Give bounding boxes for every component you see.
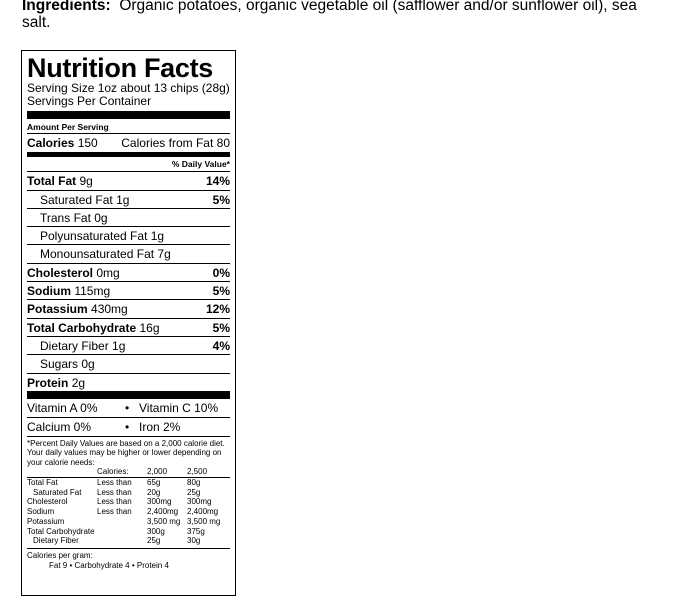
nutrient-amount: 1g <box>112 338 126 353</box>
reference-qualifier: Less than <box>97 478 132 488</box>
reference-qualifier <box>97 517 147 527</box>
reference-c2: 25g <box>187 487 201 497</box>
nutrient-amount: 1g <box>150 229 165 244</box>
calories-fat-label: Calories from Fat <box>121 136 214 150</box>
calories-row <box>27 133 230 151</box>
nutrient-percent: 5% <box>212 320 230 335</box>
nutrient-name: Total Fat <box>27 174 77 189</box>
reference-header-row <box>27 467 230 477</box>
ingredients-list: Organic potatoes, organic vegetable oil (safflower and/or sunflower oil), sea salt. <box>22 0 637 31</box>
nutrient-percent: 12% <box>205 302 230 317</box>
nutrient-name: Saturated Fat <box>40 192 113 207</box>
medium-divider <box>27 152 230 157</box>
nutrient-row-monounsaturated-fat <box>27 244 230 262</box>
nutrient-amount: 0g <box>94 210 108 225</box>
nutrient-row-potassium <box>27 299 230 317</box>
table-row <box>27 478 230 488</box>
nutrient-amount: 2g <box>71 375 86 390</box>
calories-per-gram <box>27 548 230 571</box>
nutrient-percent: 4% <box>212 338 230 353</box>
thick-divider <box>27 111 230 119</box>
reference-name: Dietary Fiber <box>33 536 79 546</box>
reference-qualifier: Less than <box>97 487 132 497</box>
nutrient-row-sugars <box>27 354 230 372</box>
daily-value-footnote: *Percent Daily Values are based on a 2,000 calorie diet. Your daily values may be higher or lower depending on your calorie needs: <box>27 436 230 468</box>
nutrient-name: Cholesterol <box>27 265 94 280</box>
servings-per-container: Servings Per Container <box>27 94 152 108</box>
nutrient-name: Protein <box>27 375 69 390</box>
reference-c1: 2,400mg <box>147 507 179 517</box>
nutrition-facts-panel <box>21 50 236 596</box>
nutrient-name: Potassium <box>27 302 88 317</box>
nutrient-percent: 0% <box>212 265 230 280</box>
reference-name: Sodium <box>27 507 55 517</box>
table-row <box>27 517 230 527</box>
reference-c1: 300mg <box>147 497 172 507</box>
nutrient-amount: 1g <box>116 192 130 207</box>
reference-c1: 25g <box>147 536 161 546</box>
reference-qualifier: Less than <box>97 507 132 517</box>
nutrient-amount: 430mg <box>91 302 128 317</box>
serving-size: Serving Size 1oz about 13 chips (28g) <box>27 81 230 95</box>
reference-c1: 65g <box>147 478 161 488</box>
calories-per-gram-values: Fat 9 • Carbohydrate 4 • Protein 4 <box>49 560 169 570</box>
reference-name: Saturated Fat <box>33 487 82 497</box>
nutrient-row-saturated-fat <box>27 190 230 208</box>
reference-name: Total Fat <box>27 478 58 488</box>
vitamin-left: Calcium 0% <box>27 420 92 435</box>
reference-qualifier <box>97 536 147 546</box>
reference-c2: 30g <box>187 536 201 546</box>
ingredients-label: Ingredients: <box>22 0 111 14</box>
nutrient-row-total-fat <box>27 171 230 189</box>
nutrient-name: Sodium <box>27 284 71 299</box>
reference-name: Total Carbohydrate <box>27 526 95 536</box>
nutrient-amount: 115mg <box>74 284 111 299</box>
nutrient-name: Sugars <box>40 357 79 372</box>
table-row <box>27 536 230 546</box>
nutrient-percent: 5% <box>212 284 230 299</box>
reference-c2: 375g <box>187 526 205 536</box>
vitamin-right: Iron 2% <box>139 420 181 435</box>
nutrient-name: Polyunsaturated Fat <box>40 229 148 244</box>
reference-name: Potassium <box>27 516 65 526</box>
calories-fat-value: 80 <box>216 136 230 150</box>
nutrient-amount: 0mg <box>96 265 120 280</box>
reference-header-c2: 2,500 <box>187 467 208 477</box>
reference-qualifier <box>97 527 147 537</box>
amount-per-serving: Amount Per Serving <box>27 122 109 132</box>
nutrient-row-cholesterol <box>27 263 230 281</box>
reference-qualifier: Less than <box>97 497 132 507</box>
nutrient-name: Trans Fat <box>40 210 91 225</box>
reference-c2: 80g <box>187 478 201 488</box>
nutrient-row-trans-fat <box>27 208 230 226</box>
nutrient-name: Monounsaturated Fat <box>40 247 155 262</box>
nutrient-row-polyunsaturated-fat <box>27 226 230 244</box>
vitamin-row <box>27 399 230 418</box>
thick-divider-vitamins <box>27 391 230 399</box>
reference-c1: 3,500 mg <box>147 516 181 526</box>
vitamin-bullet: • <box>125 420 130 435</box>
reference-c2: 3,500 mg <box>187 516 221 526</box>
nutrient-name: Total Carbohydrate <box>27 320 137 335</box>
nutrient-row-total-carbohydrate <box>27 318 230 336</box>
calories-value: 150 <box>77 136 98 150</box>
nutrient-amount: 16g <box>139 320 160 335</box>
table-row <box>27 527 230 537</box>
nutrient-row-protein <box>27 373 230 391</box>
calories-per-gram-label: Calories per gram: <box>27 550 93 560</box>
nutrient-percent: 5% <box>212 192 230 207</box>
vitamin-row <box>27 417 230 436</box>
nutrient-name: Dietary Fiber <box>40 338 109 353</box>
reference-header-c1: 2,000 <box>147 467 168 477</box>
reference-c2: 300mg <box>187 497 212 507</box>
nutrient-amount: 7g <box>157 247 171 262</box>
vitamin-bullet: • <box>125 400 130 415</box>
vitamin-right: Vitamin C 10% <box>139 400 219 415</box>
nutrient-row-sodium <box>27 281 230 299</box>
reference-header-label: Calories: <box>97 467 129 477</box>
table-row <box>27 497 230 507</box>
calories-label: Calories <box>27 136 75 150</box>
table-row <box>27 507 230 517</box>
reference-table <box>27 467 230 546</box>
nutrient-amount: 9g <box>79 174 93 189</box>
panel-title: Nutrition Facts <box>27 53 214 83</box>
table-row <box>27 488 230 498</box>
reference-name: Cholesterol <box>27 497 68 507</box>
reference-c1: 300g <box>147 526 165 536</box>
vitamin-left: Vitamin A 0% <box>27 400 98 415</box>
nutrient-percent: 14% <box>205 174 230 189</box>
ingredients-text <box>22 0 662 31</box>
reference-c1: 20g <box>147 487 161 497</box>
nutrient-amount: 0g <box>81 357 95 372</box>
daily-value-header: % Daily Value* <box>171 159 230 170</box>
reference-c2: 2,400mg <box>187 507 219 517</box>
nutrient-row-dietary-fiber <box>27 336 230 354</box>
